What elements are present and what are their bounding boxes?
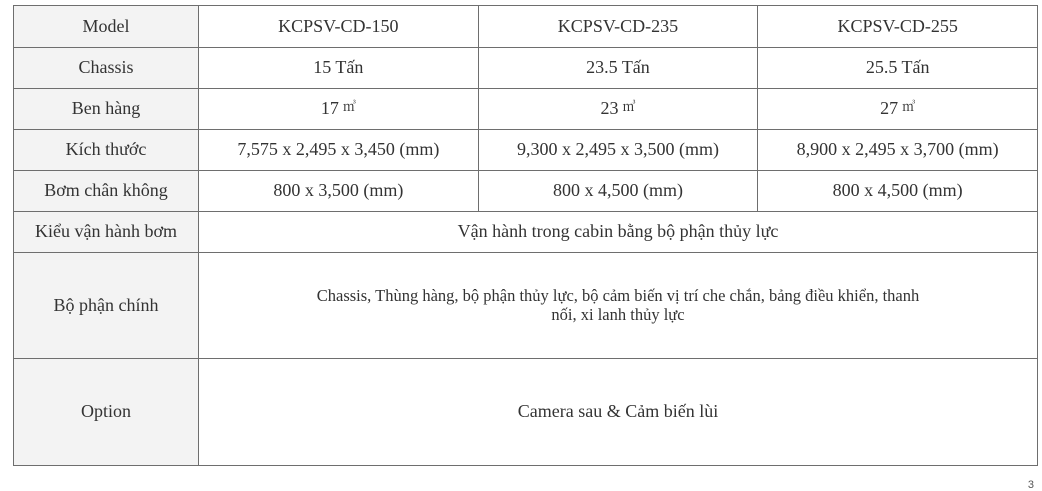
volume-unit: ㎥ [622,99,636,115]
dimension-cell: 9,300 x 2,495 x 3,500 (mm) [478,130,758,171]
row-label-model: Model [14,6,199,48]
model-cell: KCPSV-CD-255 [758,6,1038,48]
volume-unit: ㎥ [342,99,356,115]
row-label-kieu-van-hanh: Kiểu vận hành bơm [14,212,199,253]
ben-hang-value: 23 [600,98,619,119]
pump-cell: 800 x 4,500 (mm) [478,171,758,212]
model-cell: KCPSV-CD-235 [478,6,758,48]
option-cell: Camera sau & Cảm biến lùi [199,359,1038,466]
main-parts-line: Chassis, Thùng hàng, bộ phận thủy lực, bộ cảm biến vị trí che chắn, bảng điều khiển, thanh [316,286,920,306]
table-row-chassis [14,48,1038,89]
main-parts-line: nối, xi lanh thủy lực [551,304,685,324]
table-row-bo-phan-chinh [14,253,1038,359]
operation-cell: Vận hành trong cabin bằng bộ phận thủy lực [199,212,1038,253]
chassis-cell: 25.5 Tấn [758,48,1038,89]
table-row-bom-chan-khong [14,171,1038,212]
table-row-option [14,359,1038,466]
chassis-cell: 15 Tấn [199,48,479,89]
table-row-kieu-van-hanh [14,212,1038,253]
row-label-ben-hang: Ben hàng [14,89,199,130]
pump-cell: 800 x 4,500 (mm) [758,171,1038,212]
row-label-bom-chan-khong: Bơm chân không [14,171,199,212]
ben-hang-cell [758,89,1038,130]
table-row-kich-thuoc [14,130,1038,171]
main-parts-cell [199,253,1038,359]
row-label-option: Option [14,359,199,466]
page-number: 3 [1027,479,1034,491]
ben-hang-cell [478,89,758,130]
spec-table [13,5,1038,466]
ben-hang-cell [199,89,479,130]
table-row-model [14,6,1038,48]
row-label-kich-thuoc: Kích thước [14,130,199,171]
ben-hang-value: 17 [320,98,339,119]
dimension-cell: 8,900 x 2,495 x 3,700 (mm) [758,130,1038,171]
ben-hang-value: 27 [880,98,899,119]
row-label-chassis: Chassis [14,48,199,89]
volume-unit: ㎥ [902,99,916,115]
table-row-ben-hang [14,89,1038,130]
pump-cell: 800 x 3,500 (mm) [199,171,479,212]
dimension-cell: 7,575 x 2,495 x 3,450 (mm) [199,130,479,171]
model-cell: KCPSV-CD-150 [199,6,479,48]
row-label-bo-phan-chinh: Bộ phận chính [14,253,199,359]
chassis-cell: 23.5 Tấn [478,48,758,89]
